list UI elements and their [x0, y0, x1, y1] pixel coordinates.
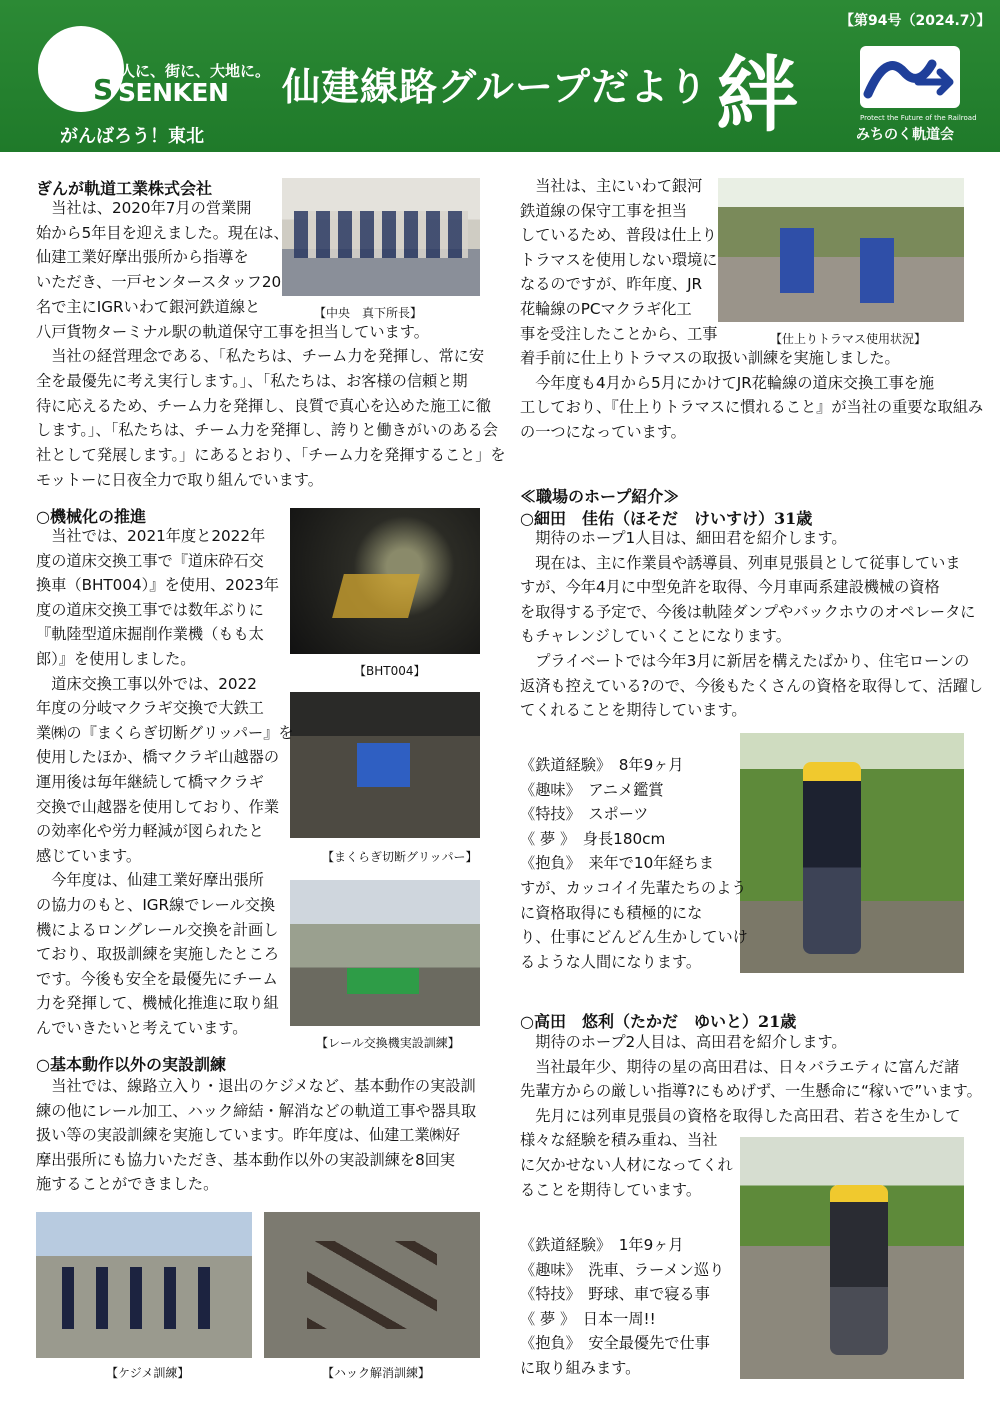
section-heading-mechanization: ○機械化の推進: [36, 507, 146, 526]
text-line: 事を受注したことから、工事: [520, 324, 718, 343]
photo-caption: 【ハック解消訓練】: [322, 1366, 431, 1380]
text-line: すが、カッコイイ先輩たちのよう: [520, 879, 747, 897]
text-line: 『軌陸型道床掘削作業機（もも太: [36, 625, 264, 644]
section-heading-training: ○基本動作以外の実設訓練: [36, 1055, 226, 1074]
michinoku-logo-icon: [858, 42, 962, 112]
text-line: 当社では、線路立入り・退出のケジメなど、基本動作の実設訓: [36, 1077, 476, 1095]
text-line: いただき、一戸センタースタッフ20: [36, 273, 282, 292]
text-line: 名で主にIGRいわて銀河鉄道線と: [36, 297, 261, 316]
text-line: の効率化や労力軽減が図られたと: [36, 822, 264, 841]
text-line: 当社では、2021年度と2022年: [36, 527, 266, 545]
text-line: 年度の分岐マクラギ交換で大鉄工: [36, 699, 264, 718]
newsletter-title: 仙建線路グループだより: [282, 65, 708, 109]
text-line: 交換で山越器を使用しており、作業: [36, 797, 279, 816]
hope-section-heading: ≪職場のホープ紹介≫: [520, 487, 680, 506]
text-line: 鉄道線の保守工事を担当: [520, 201, 688, 220]
text-line: 当社は、2020年7月の営業開: [36, 199, 252, 217]
issue-number: 【第94号（2024.7）】: [840, 13, 991, 29]
photo-gripper: [290, 692, 480, 838]
text-line: すが、今年4月に中型免許を取得、今月車両系建設機械の資格: [520, 578, 940, 597]
text-line: を取得する予定で、今後は軌陸ダンプやバックホウのオペレータに: [520, 602, 976, 621]
text-line: 社として発展します。」にあるとおり、「チーム力を発揮すること」を: [36, 446, 506, 464]
text-line: 当社の経営理念である、「私たちは、チーム力を発揮し、常に安: [36, 347, 485, 366]
text-line: り、仕事にどんどん生かしていけ: [520, 928, 748, 947]
photo-toramasu: [718, 178, 964, 322]
kizuna-calligraphy: 絆: [716, 47, 799, 143]
text-line: 《趣味》 洗車、ラーメン巡り: [520, 1260, 725, 1279]
text-line: 使用したほか、橋マクラギ山越器の: [36, 748, 279, 767]
text-line: 全を最優先に考え実行します。」、「私たちは、お客様の信頼と期: [36, 371, 468, 390]
photo-caption: 【レール交換機実設訓練】: [316, 1036, 460, 1050]
photo-kejime-training: [36, 1212, 252, 1358]
photo-caption: 【仕上りトラマス使用状況】: [770, 332, 927, 346]
text-line: 《鉄道経験》 8年9ヶ月: [520, 756, 684, 774]
photo-takada: [740, 1137, 964, 1379]
text-line: 《趣味》 アニメ鑑賞: [520, 780, 664, 799]
text-line: 《特技》 野球、車で寝る事: [520, 1285, 710, 1304]
photo-hosoda: [740, 733, 964, 973]
photo-caption: 【中央 真下所長】: [314, 306, 423, 320]
photo-rail-changer: [290, 880, 480, 1026]
text-line: 運用後は毎年継続して橋マクラギ: [36, 773, 264, 791]
text-line: の一つになっています。: [520, 423, 686, 441]
partner-name: みちのく軌道会: [856, 127, 954, 143]
text-line: 待に応えるため、チーム力を発揮し、良質で真心を込めた施工に徹: [36, 396, 492, 415]
text-line: モットーに日夜全力で取り組んでいます。: [36, 470, 323, 489]
photo-caption: 【ケジメ訓練】: [106, 1366, 190, 1380]
text-line: 先月には列車見張員の資格を取得した高田君、若さを生かして: [520, 1106, 961, 1125]
text-line: 練の他にレール加工、ハック締結・解消などの軌道工事や器具取: [36, 1101, 477, 1120]
text-line: 扱い等の実設訓練を実施しています。昨年度は、仙建工業㈱好: [36, 1126, 461, 1145]
text-line: 様々な経験を積み重ね、当社: [520, 1131, 718, 1150]
text-line: 《特技》 スポーツ: [520, 805, 649, 824]
partner-tagline: Protect the Future of the Railroad: [860, 114, 977, 122]
text-line: 現在は、主に作業員や誘導員、列車見張員として従事していま: [520, 553, 961, 572]
text-line: るような人間になります。: [520, 952, 702, 971]
text-line: 換車（BHT004）』を使用、2023年: [36, 576, 280, 595]
text-line: トラマスを使用しない環境に: [520, 250, 718, 269]
text-line: します。」、「私たちは、チーム力を発揮し、誇りと働きがいのある会: [36, 421, 498, 440]
text-line: 今年度は、仙建工業好摩出張所: [36, 871, 264, 890]
person1-heading: ○細田 佳佑（ほそだ けいすけ）31歳: [520, 509, 813, 528]
text-line: 機によるロングレール交換を計画し: [36, 920, 279, 939]
text-line: プライベートでは今年3月に新居を構えたばかり、住宅ローンの: [520, 652, 970, 670]
text-line: てくれることを期待しています。: [520, 701, 747, 720]
text-line: ることを期待しています。: [520, 1180, 702, 1199]
text-line: 《 夢 》 日本一周!!: [520, 1309, 656, 1328]
text-line: 度の道床交換工事で『道床砕石交: [36, 551, 264, 570]
text-line: 返済も控えている?ので、今後もたくさんの資格を取得して、活躍し: [520, 676, 984, 695]
text-line: 工しており、『仕上りトラマスに慣れること』が当社の重要な取組み: [520, 398, 984, 417]
text-line: 郎）』を使用しました。: [36, 650, 196, 668]
text-line: 当社は、主にいわて銀河: [520, 177, 703, 195]
text-line: 度の道床交換工事では数年ぶりに: [36, 600, 264, 619]
text-line: 《 夢 》 身長180cm: [520, 829, 666, 848]
text-line: 《抱負》 安全最優先で仕事: [520, 1334, 710, 1353]
text-line: しているため、普段は仕上り: [520, 226, 717, 245]
text-line: 仙建工業好摩出張所から指導を: [36, 248, 249, 267]
text-line: なるのですが、昨年度、JR: [520, 275, 703, 294]
text-line: 始から5年目を迎えました。現在は、: [36, 223, 289, 242]
senken-wordmark: SENKEN: [118, 78, 229, 107]
text-line: 摩出張所にも協力いただき、基本動作以外の実設訓練を8回実: [36, 1150, 456, 1169]
text-line: 期待のホープ1人目は、細田君を紹介します。: [520, 529, 847, 547]
text-line: に資格取得にも積極的にな: [520, 903, 703, 922]
text-line: 先輩方からの厳しい指導?にもめげず、一生懸命に“稼いで”います。: [520, 1082, 982, 1101]
photo-caption: 【まくらぎ切断グリッパー】: [322, 850, 478, 864]
text-line: 今年度も4月から5月にかけてJR花輪線の道床交換工事を施: [520, 373, 935, 392]
text-line: 八戸貨物ターミナル駅の軌道保守工事を担当しています。: [36, 322, 429, 341]
photo-meeting: [282, 178, 480, 296]
text-line: 期待のホープ2人目は、高田君を紹介します。: [520, 1033, 847, 1051]
text-line: の協力のもと、IGR線でレール交換: [36, 896, 276, 914]
senken-slogan: 人に、街に、大地に。: [120, 62, 271, 80]
header-banner: [0, 0, 1000, 152]
text-line: 《抱負》 来年で10年経ちま: [520, 854, 714, 873]
header-subslogan: がんばろう！東北: [60, 126, 204, 147]
text-line: に取り組みます。: [520, 1359, 641, 1377]
text-line: ており、取扱訓練を実施したところ: [36, 945, 279, 964]
photo-huck-training: [264, 1212, 480, 1358]
company-heading: ぎんが軌道工業株式会社: [36, 179, 213, 198]
text-line: んでいきたいと考えています。: [36, 1019, 248, 1037]
text-line: 力を発揮して、機械化推進に取り組: [36, 994, 279, 1013]
text-line: です。今後も安全を最優先にチーム: [36, 969, 278, 988]
text-line: 道床交換工事以外では、2022: [36, 674, 257, 693]
text-line: 花輪線のPCマクラギ化工: [520, 300, 692, 318]
text-line: 感じています。: [36, 846, 142, 865]
text-line: 着手前に仕上りトラマスの取扱い訓練を実施しました。: [520, 349, 900, 368]
text-line: もチャレンジしていくことになります。: [520, 627, 791, 646]
text-line: 施することができました。: [36, 1175, 219, 1194]
photo-bht004: [290, 508, 480, 654]
text-line: 業㈱の『まくらぎ切断グリッパー』を: [36, 723, 294, 742]
senken-logo-letter: S: [93, 73, 114, 106]
text-line: に欠かせない人材になってくれ: [520, 1156, 733, 1174]
text-line: 《鉄道経験》 1年9ヶ月: [520, 1236, 684, 1254]
photo-caption: 【BHT004】: [354, 664, 426, 678]
person2-heading: ○高田 悠利（たかだ ゆいと）21歳: [520, 1012, 797, 1031]
text-line: 当社最年少、期待の星の高田君は、日々バラエティに富んだ諸: [520, 1057, 960, 1076]
